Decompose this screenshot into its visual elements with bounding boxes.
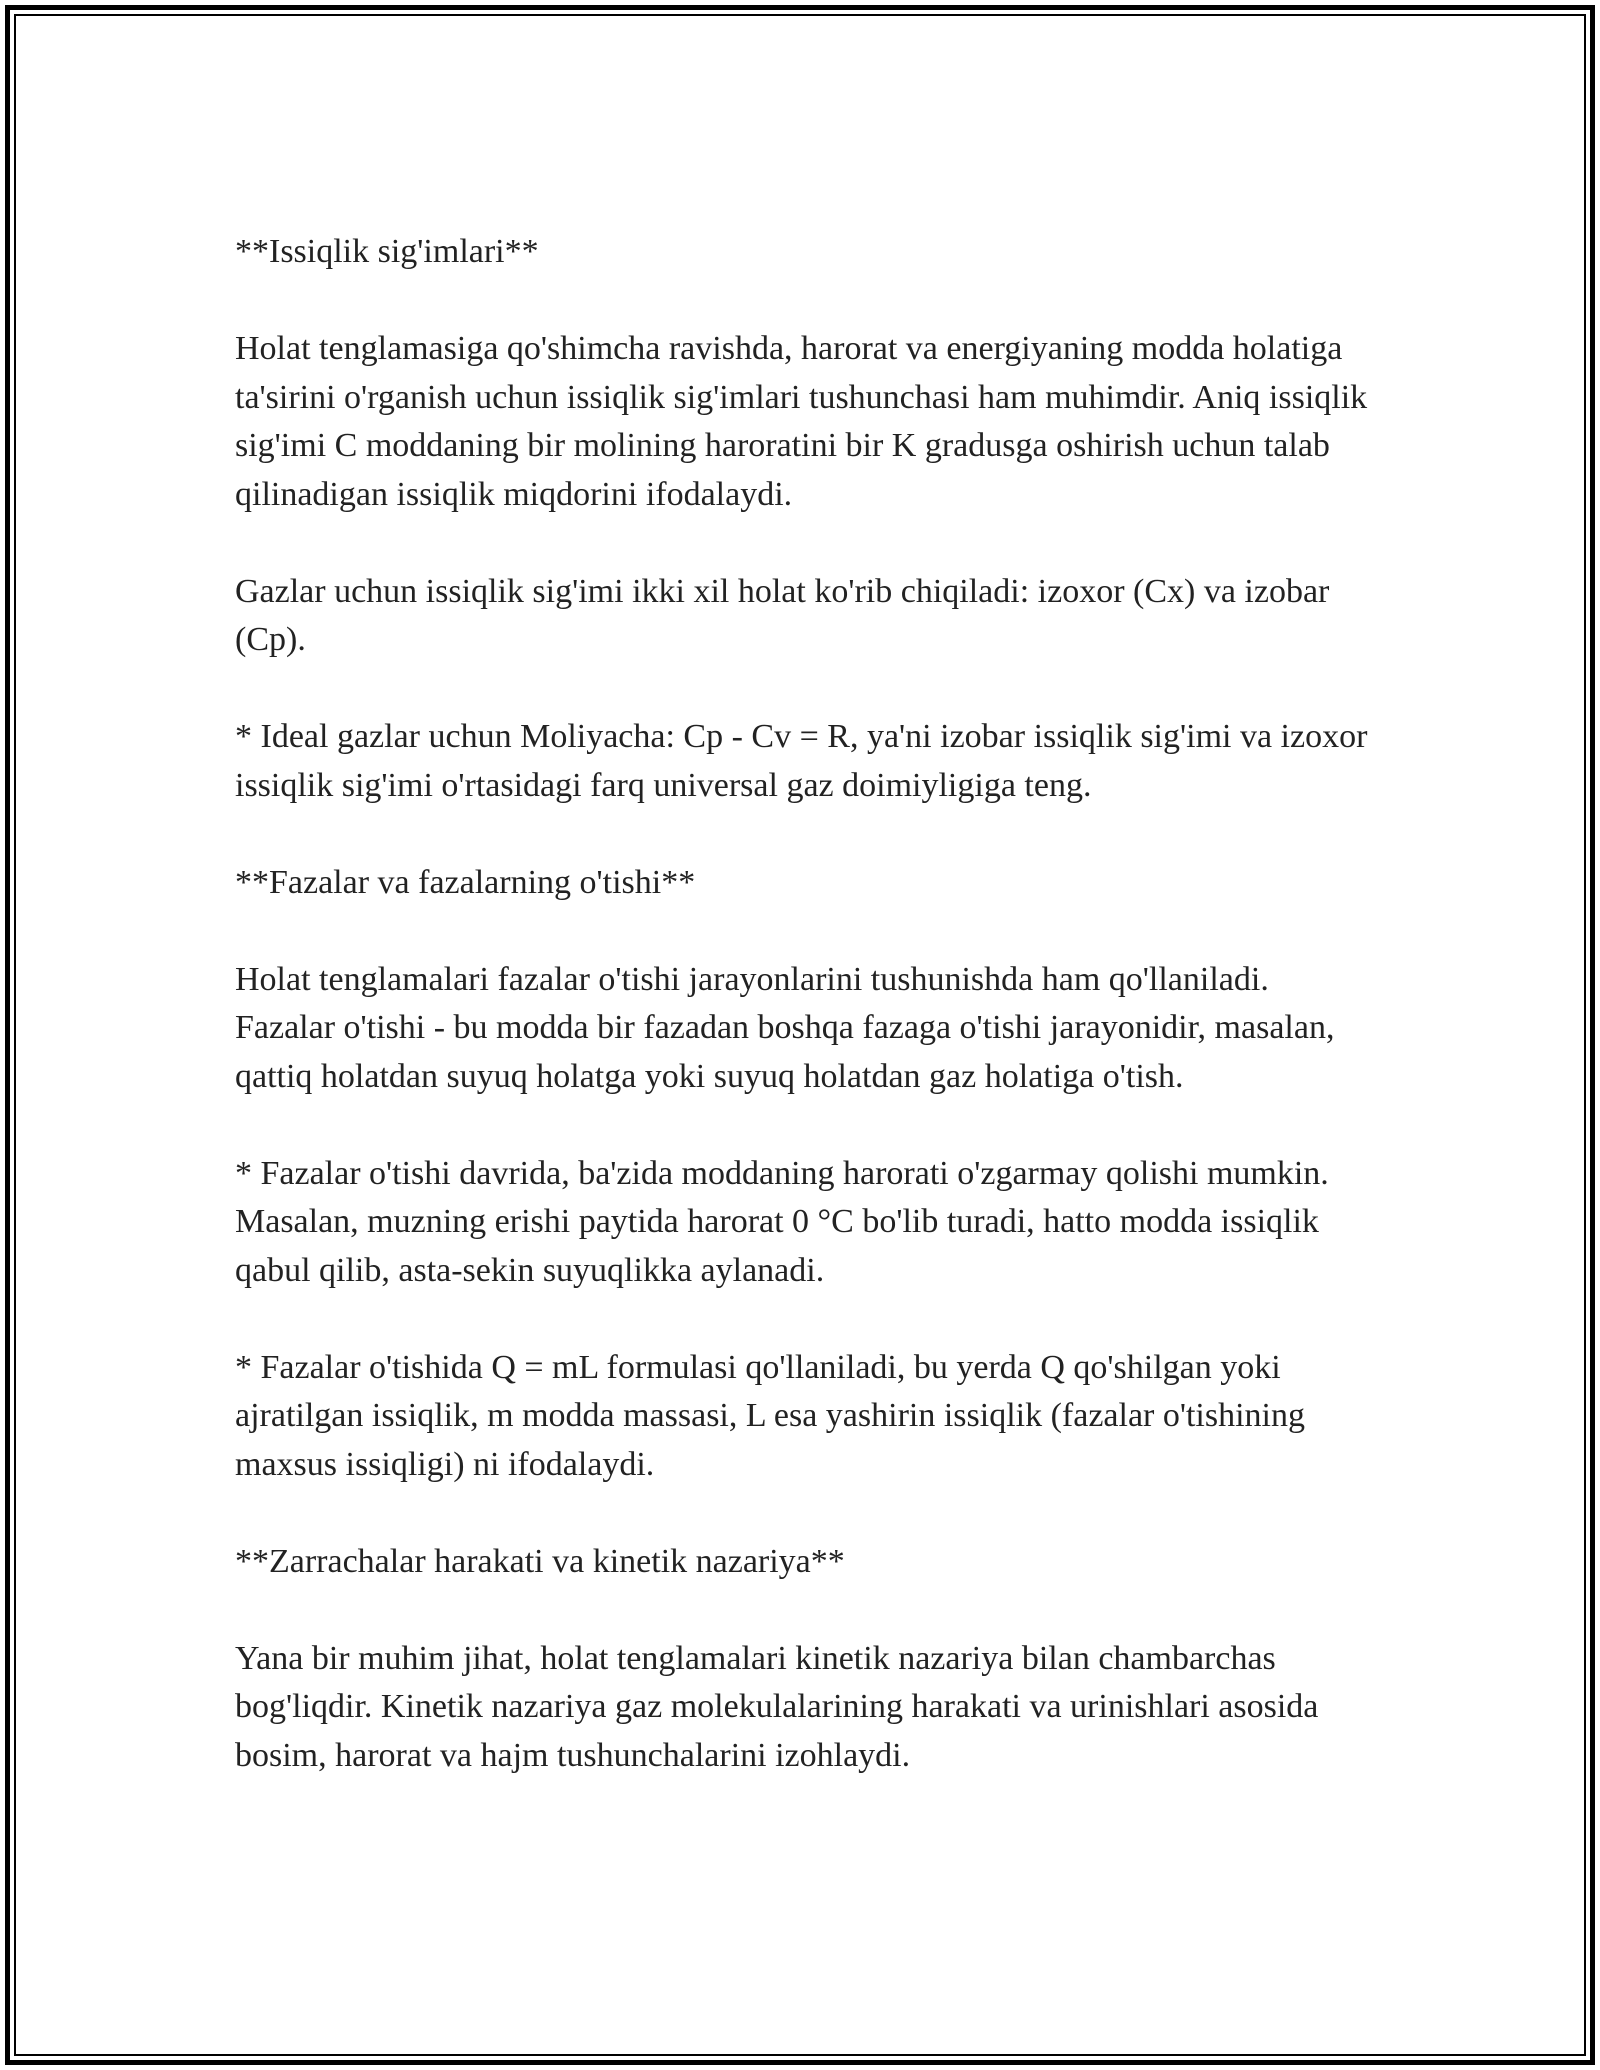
heading-heat-capacities: **Issiqlik sig'imlari** bbox=[235, 233, 539, 270]
paragraph-heat-capacity-intro: Holat tenglamasiga qo'shimcha ravishda, harorat va energiyaning modda holatiga ta'sirini o'rganish uchun issiqlik sig'imlari tushunchasi ham muhimdir. Aniq issiqlik sig'imi C moddaning bir molining haroratini bir K gradusga oshirish uchun talab qilinadigan issiqlik miqdorini ifodalaydi. bbox=[235, 330, 1368, 513]
paragraph-phase-transitions: Holat tenglamalari fazalar o'tishi jarayonlarini tushunishda ham qo'llaniladi. Fazalar o'tishi - bu modda bir fazadan boshqa fazaga o'tishi jarayonidir, masalan, qattiq holatdan suyuq holatga yoki suyuq holatdan gaz holatiga o'tish. bbox=[235, 960, 1335, 1095]
bullet-latent-heat-formula: * Fazalar o'tishida Q = mL formulasi qo'llaniladi, bu yerda Q qo'shilgan yoki ajratilgan issiqlik, m modda massasi, L esa yashirin issiqlik (fazalar o'tishining maxsus issiqligi) ni ifodalaydi. bbox=[235, 1348, 1306, 1483]
document-body bbox=[235, 228, 1375, 1829]
heading-phases-transitions: **Fazalar va fazalarning o'tishi** bbox=[235, 863, 696, 901]
bullet-constant-temperature: * Fazalar o'tishi davrida, ba'zida moddaning harorati o'zgarmay qolishi mumkin. Masalan, muzning erishi paytida harorat 0 °C bo'lib turadi, hatto modda issiqlik qabul qilib, asta-sekin suyuqlikka aylanadi. bbox=[235, 1154, 1329, 1289]
heading-kinetic-theory: **Zarrachalar harakati va kinetik nazariya** bbox=[235, 1542, 845, 1580]
paragraph-kinetic-theory: Yana bir muhim jihat, holat tenglamalari kinetik nazariya bilan chambarchas bog'liqdir. Kinetik nazariya gaz molekulalarining harakati va urinishlari asosida bosim, harorat va hajm tushunchalarini izohlaydi. bbox=[235, 1639, 1319, 1774]
paragraph-gas-heat-capacity: Gazlar uchun issiqlik sig'imi ikki xil holat ko'rib chiqiladi: izoxor (Cx) va izobar (Cp). bbox=[235, 572, 1330, 658]
bullet-mayer-relation: * Ideal gazlar uchun Moliyacha: Cp - Cv = R, ya'ni izobar issiqlik sig'imi va izoxor issiqlik sig'imi o'rtasidagi farq universal gaz doimiyligiga teng. bbox=[235, 718, 1368, 804]
